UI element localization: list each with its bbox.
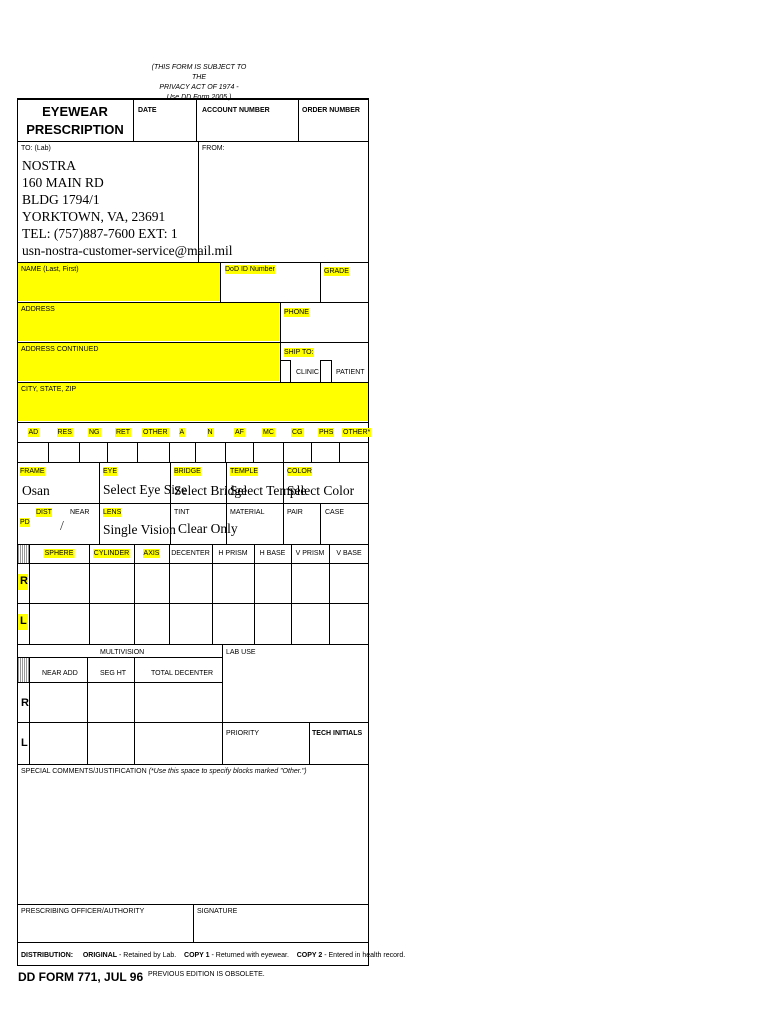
status-code-checkbox[interactable]: [283, 442, 311, 462]
privacy-line-3: Use DD Form 2005.): [166, 94, 232, 101]
address-continued-field[interactable]: [20, 355, 278, 379]
to-lab-label: TO: (Lab): [21, 145, 51, 152]
rx-row-l: L: [20, 615, 27, 627]
mv-l-decenter[interactable]: [136, 724, 221, 762]
mv-row-r: R: [21, 697, 29, 709]
signature-label: SIGNATURE: [197, 908, 238, 915]
tint-label: TINT: [174, 509, 190, 516]
rx-corner: [18, 545, 29, 563]
seg-ht-label: SEG HT: [100, 670, 127, 677]
address-field[interactable]: [20, 315, 278, 339]
account-number-label: ACCOUNT NUMBER: [202, 107, 270, 114]
privacy-line-2: PRIVACY ACT OF 1974 -: [159, 84, 239, 91]
status-code-mc-cell: [253, 422, 283, 462]
comments-field[interactable]: [20, 779, 366, 901]
grade-field[interactable]: [322, 278, 366, 300]
rx-r-v-base-field[interactable]: [331, 565, 367, 601]
lab-line-1: NOSTRA: [22, 158, 77, 173]
pd-separator: /: [60, 519, 64, 534]
phone-label: PHONE: [284, 309, 309, 316]
status-code-other-cell: [137, 422, 169, 462]
phone-field[interactable]: [282, 318, 366, 340]
title-line-2: PRESCRIPTION: [26, 122, 124, 137]
status-code-label: A: [179, 429, 185, 436]
pd-near-field[interactable]: [67, 518, 97, 540]
lens-select[interactable]: Single Vision: [103, 522, 176, 537]
mv-r-decenter[interactable]: [136, 684, 221, 720]
material-label: MATERIAL: [230, 509, 265, 516]
temple-label: TEMPLE: [230, 468, 259, 475]
distribution-line: [21, 951, 405, 960]
status-code-ret-cell: [107, 422, 137, 462]
status-code-label: MC: [263, 429, 274, 436]
order-number-field[interactable]: [299, 115, 367, 140]
mv-row-l: L: [21, 737, 28, 749]
date-label: DATE: [138, 107, 157, 114]
rx-l-axis-field[interactable]: [136, 605, 167, 641]
status-code-ad-cell: [17, 422, 48, 462]
lab-line-5: TEL: (757)887-7600 EXT: 1: [22, 226, 178, 241]
rx-l-v-prism-field[interactable]: [293, 605, 327, 641]
comments-note: (*Use this space to specify blocks marked "Other."): [148, 768, 307, 775]
rx-r-v-prism-field[interactable]: [293, 565, 327, 601]
eye-label: EYE: [103, 468, 118, 475]
address-label: ADDRESS: [21, 306, 55, 313]
status-code-label: NG: [89, 429, 100, 436]
temple-select[interactable]: Select Temple: [230, 483, 307, 498]
status-code-checkbox[interactable]: [79, 442, 107, 462]
frame-select[interactable]: Osan: [22, 483, 50, 498]
rx-l-h-prism-field[interactable]: [214, 605, 252, 641]
signature-field[interactable]: [196, 917, 366, 940]
form-id: DD FORM 771, JUL 96: [18, 970, 144, 984]
status-code-label: AF: [235, 429, 244, 436]
rx-r-sphere-field[interactable]: [31, 565, 87, 601]
status-code-label: AD: [28, 429, 39, 436]
lab-use-label: LAB USE: [226, 649, 256, 656]
city-state-zip-field[interactable]: [20, 395, 366, 419]
status-code-checkbox[interactable]: [339, 442, 369, 462]
clinic-label: CLINIC: [296, 369, 319, 376]
pd-dist-field[interactable]: [33, 518, 61, 540]
rx-header-decenter: DECENTER: [171, 550, 210, 557]
copy2-text: - Entered in health record.: [322, 952, 406, 959]
status-code-ng-cell: [79, 422, 107, 462]
city-state-zip-label: CITY, STATE, ZIP: [21, 386, 77, 393]
rx-l-decenter-field[interactable]: [171, 605, 210, 641]
material-field[interactable]: [228, 518, 282, 542]
mv-l-seg-ht[interactable]: [89, 724, 133, 762]
status-code-label: OTHER*: [343, 429, 371, 436]
status-code-af-cell: [225, 422, 253, 462]
comments-title: SPECIAL COMMENTS/JUSTIFICATION: [21, 768, 147, 775]
case-label: CASE: [325, 509, 345, 516]
status-code-checkbox[interactable]: [195, 442, 225, 462]
clinic-checkbox[interactable]: [281, 360, 291, 382]
dist-label: DIST: [36, 509, 52, 516]
original-label: ORIGINAL: [82, 952, 118, 959]
rx-r-h-prism-field[interactable]: [214, 565, 252, 601]
total-decenter-label: TOTAL DECENTER: [151, 670, 214, 677]
rx-r-decenter-field[interactable]: [171, 565, 210, 601]
comments-label: [21, 767, 307, 776]
status-code-label: RET: [116, 429, 130, 436]
status-code-checkbox[interactable]: [225, 442, 253, 462]
rx-header-cylinder: CYLINDER: [93, 550, 130, 557]
status-code-a-cell: [169, 422, 195, 462]
pair-field[interactable]: [285, 518, 319, 542]
rx-l-cylinder-field[interactable]: [91, 605, 132, 641]
bridge-select[interactable]: Select Bridge: [174, 483, 248, 498]
patient-label: PATIENT: [336, 369, 365, 376]
rx-header-h-base: H BASE: [259, 550, 286, 557]
lens-label: LENS: [103, 509, 122, 516]
original-text: - Retained by Lab.: [117, 952, 177, 959]
dod-id-field[interactable]: [222, 276, 318, 300]
status-code-checkbox[interactable]: [137, 442, 169, 462]
tech-initials-label: TECH INITIALS: [312, 730, 363, 737]
rx-header-v-prism: V PRISM: [295, 550, 325, 557]
lab-line-2: 160 MAIN RD: [22, 175, 104, 190]
status-code-n-cell: [195, 422, 225, 462]
status-code-label: RES: [57, 429, 72, 436]
pd-label: PD: [20, 519, 30, 526]
status-code-other-cell: [339, 422, 369, 462]
from-field[interactable]: [200, 154, 366, 260]
mv-r-near-add[interactable]: [31, 684, 86, 720]
bridge-label: BRIDGE: [174, 468, 201, 475]
near-label: NEAR: [70, 509, 90, 516]
rx-r-cylinder-field[interactable]: [91, 565, 132, 601]
tint-select[interactable]: Clear Only: [178, 521, 238, 536]
ship-to-label: SHIP TO:: [284, 349, 314, 356]
status-code-checkbox[interactable]: [107, 442, 137, 462]
copy1-label: COPY 1: [184, 952, 210, 959]
copy2-label: COPY 2: [296, 952, 323, 959]
lab-use-field[interactable]: [224, 660, 366, 720]
rx-row-r: R: [20, 575, 28, 587]
rx-header-axis: AXIS: [143, 550, 160, 557]
order-number-label: ORDER NUMBER: [302, 107, 360, 114]
frame-label: FRAME: [20, 468, 45, 475]
mv-l-near-add[interactable]: [31, 724, 86, 762]
status-code-label: CG: [292, 429, 303, 436]
eye-size-select[interactable]: Select Eye Size: [103, 482, 187, 497]
date-field[interactable]: [134, 115, 196, 140]
rx-header-h-prism: H PRISM: [218, 550, 248, 557]
lab-line-6: usn-nostra-customer-service@mail.mil: [22, 243, 233, 258]
distribution-label: DISTRIBUTION:: [21, 952, 74, 959]
pair-label: PAIR: [287, 509, 303, 516]
status-code-label: N: [207, 429, 213, 436]
lab-line-4: YORKTOWN, VA, 23691: [22, 209, 166, 224]
rx-l-h-base-field[interactable]: [256, 605, 289, 641]
rx-l-sphere-field[interactable]: [31, 605, 87, 641]
mv-r-seg-ht[interactable]: [89, 684, 133, 720]
color-select[interactable]: Select Color: [287, 483, 355, 498]
near-add-label: NEAR ADD: [42, 670, 78, 677]
status-code-res-cell: [48, 422, 79, 462]
prescribing-officer-field[interactable]: [20, 917, 191, 940]
name-field[interactable]: [20, 275, 218, 299]
case-field[interactable]: [322, 518, 366, 542]
priority-label: PRIORITY: [226, 730, 260, 737]
multivision-title: MULTIVISION: [100, 649, 145, 656]
status-code-checkbox[interactable]: [17, 442, 48, 462]
status-code-label: OTHER: [143, 429, 168, 436]
status-code-phs-cell: [311, 422, 339, 462]
rx-header-sphere: SPHERE: [44, 550, 74, 557]
from-label: FROM:: [202, 145, 225, 152]
privacy-notice: [150, 63, 248, 103]
status-code-checkbox[interactable]: [48, 442, 79, 462]
rx-l-v-base-field[interactable]: [331, 605, 367, 641]
address-continued-label: ADDRESS CONTINUED: [21, 346, 99, 353]
rx-r-h-base-field[interactable]: [256, 565, 289, 601]
status-code-checkbox[interactable]: [311, 442, 339, 462]
status-code-cg-cell: [283, 422, 311, 462]
grade-label: GRADE: [324, 268, 349, 275]
prescribing-officer-label: PRESCRIBING OFFICER/AUTHORITY: [21, 908, 145, 915]
title-line-1: EYEWEAR: [42, 104, 108, 119]
obsolete-notice: PREVIOUS EDITION IS OBSOLETE.: [148, 971, 265, 978]
privacy-line-1: (THIS FORM IS SUBJECT TO THE: [151, 64, 247, 81]
rx-header-v-base: V BASE: [336, 550, 362, 557]
copy1-text: - Returned with eyewear.: [209, 952, 289, 959]
color-label: COLOR: [287, 468, 312, 475]
dod-id-label: DoD ID Number: [225, 266, 275, 273]
patient-checkbox[interactable]: [320, 360, 332, 382]
lab-line-3: BLDG 1794/1: [22, 192, 100, 207]
rx-r-axis-field[interactable]: [136, 565, 167, 601]
account-number-field[interactable]: [197, 115, 297, 140]
name-label: NAME (Last, First): [21, 266, 79, 273]
status-code-label: PHS: [319, 429, 334, 436]
status-code-checkbox[interactable]: [169, 442, 195, 462]
priority-field[interactable]: [224, 740, 308, 762]
tech-initials-field[interactable]: [311, 740, 367, 762]
form-title: [18, 103, 132, 139]
status-code-checkbox[interactable]: [253, 442, 283, 462]
